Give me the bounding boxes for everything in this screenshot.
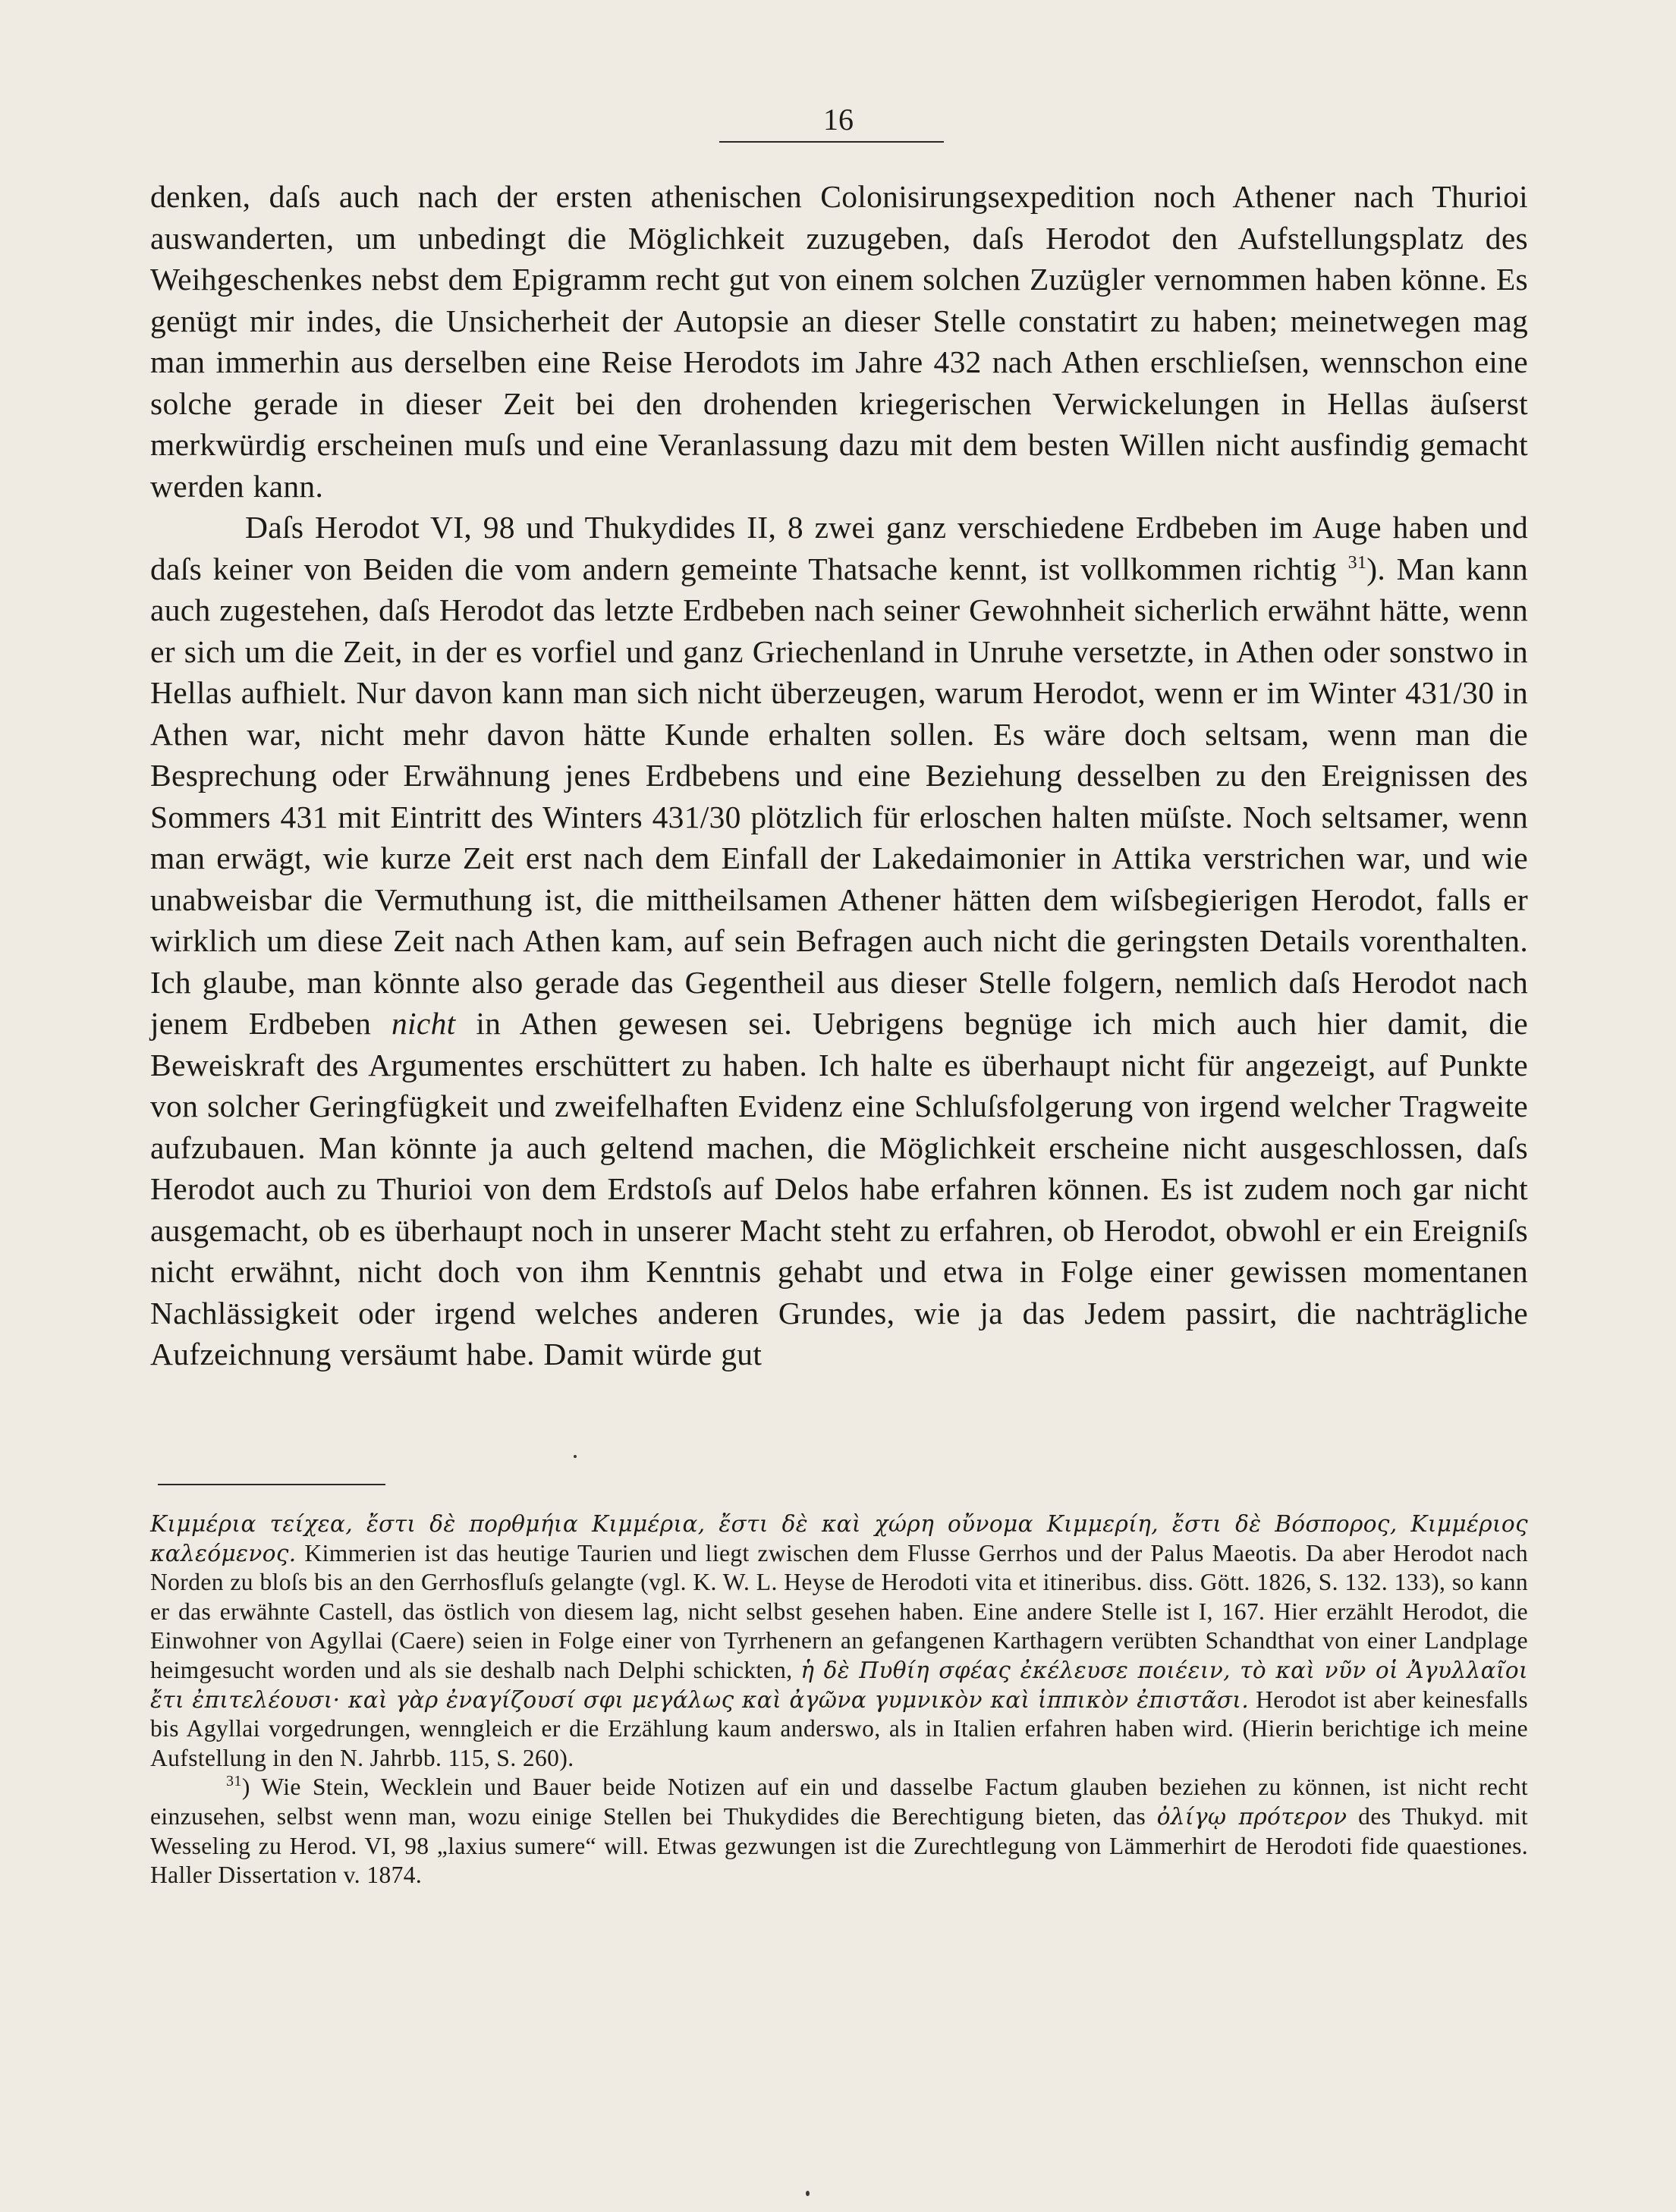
emphasis-nicht: nicht [391, 1006, 456, 1041]
paragraph-2-part-b: ). Man kann auch zugestehen, daſs Herodot das letzte Erdbeben nach seiner Gewohnheit sicherlich erwähnt hätte, wenn er sich um die Zeit, in der es vorfiel und ganz Griechenland in Unruhe versetzte, in Athen oder sonstwo in Hellas aufhielt. Nur davon kann man sich nicht überzeugen, warum Herodot, wenn er im Winter 431/30 in Athen war, nicht mehr davon hätte Kunde erhalten sollen. Es wäre doch seltsam, wenn man die Besprechung oder Erwähnung jenes Erdbebens und eine Beziehung desselben zu den Ereignissen des Sommers 431 mit Eintritt des Winters 431/30 plötzlich für erloschen halten müſste. Noch seltsamer, wenn man erwägt, wie kurze Zeit erst nach dem Einfall der Lakedaimonier in Attika verstrichen war, und wie unabweisbar die Vermuthung ist, die mittheilsamen Athener hätten dem wiſsbegierigen Herodot, falls er wirklich um diese Zeit nach Athen kam, auf sein Befragen auch nicht die geringsten Details vorenthalten. Ich glaube, man könnte also gerade das Gegentheil aus dieser Stelle folgern, nemlich daſs Herodot nach jenem Erdbeben [150, 551, 1528, 1041]
header-rule [719, 141, 944, 143]
paper-speck [574, 1455, 577, 1458]
paper-speck [806, 2191, 810, 2196]
footnotes [150, 1510, 1528, 1890]
footnote-31 [150, 1773, 1528, 1890]
paragraph-2 [150, 507, 1528, 1375]
footnote-31-number: 31 [226, 1773, 242, 1790]
greek-quote-kimmeria: Κιμμέρια τείχεα, ἔστι δὲ πορθμήια Κιμμέρια, ἔστι δὲ καὶ χώρη οὔνομα Κιμμερίη, ἔστι δὲ Βόσπορος, Κιμμέριος καλεόμενος. [150, 1511, 1528, 1566]
footnote-continued-text-2: Herodot ist aber keinesfalls bis Agyllai vorgedrungen, wenngleich er die Erzählung kaum anderswo, als in Italien erfahren haben wird. (Hierin berichtige ich meine Aufstellung in den N. Jahrbb. 115, S. 260). [150, 1686, 1528, 1771]
paragraph-2-part-c: in Athen gewesen sei. Uebrigens begnüge ich mich auch hier damit, die Beweiskraft des Argumentes erschüttert zu haben. Ich halte es überhaupt nicht für angezeigt, auf Punkte von solcher Geringfügkeit und zweifelhaften Evidenz eine Schluſsfolgerung von irgend welcher Tragweite aufzubauen. Man könnte ja auch geltend machen, die Möglichkeit erscheine nicht ausgeschlossen, daſs Herodot auch zu Thurioi von dem Erdstoſs auf Delos habe erfahren können. Es ist zudem noch gar nicht ausgemacht, ob es überhaupt noch in unserer Macht steht zu erfahren, ob Herodot, obwohl er ein Ereigniſs nicht erwähnt, nicht doch von ihm Kenntnis gehabt und etwa in Folge einer gewissen momentanen Nachlässigkeit oder irgend welches anderen Grundes, wie ja das Jedem passirt, die nachträgliche Aufzeichnung versäumt habe. Damit würde gut [150, 1006, 1528, 1372]
footnote-ref-31: 31 [1347, 552, 1367, 573]
paragraph-2-part-a: Daſs Herodot VI, 98 und Thukydides II, 8 zwei ganz verschiedene Erdbeben im Auge haben und daſs keiner von Beiden die vom andern gemeinte Thatsache kennt, ist vollkommen richtig [150, 510, 1528, 586]
footnote-rule [158, 1484, 385, 1485]
paragraph-1: denken, daſs auch nach der ersten athenischen Colonisirungsexpedition noch Athener nach Thurioi auswanderten, um unbedingt die Möglichkeit zuzugeben, daſs Herodot den Aufstellungsplatz des Weihgeschenkes nebst dem Epigramm recht gut von einem solchen Zuzügler vernommen haben könne. Es genügt mir indes, die Unsicherheit der Autopsie an dieser Stelle constatirt zu haben; meinetwegen mag man immerhin aus derselben eine Reise Herodots im Jahre 432 nach Athen erschlieſsen, wennschon eine solche gerade in dieser Zeit bei den drohenden kriegerischen Verwickelungen in Hellas äuſserst merkwürdig erscheinen muſs und eine Veranlassung dazu mit dem besten Willen nicht ausfindig gemacht werden kann. [150, 179, 1528, 504]
footnote-31-text-b: des Thukyd. mit Wesseling zu Herod. VI, 98 „laxius sumere“ will. Etwas gezwungen ist die Zurechtlegung von Lämmerhirt de Herodoti fide quaestiones. Haller Dissertation v. 1874. [150, 1802, 1528, 1889]
footnote-continued [150, 1510, 1528, 1773]
footnote-31-text-a: ) Wie Stein, Wecklein und Bauer beide Notizen auf ein und dasselbe Factum glauben beziehen zu können, ist nicht recht einzusehen, selbst wenn man, wozu einige Stellen bei Thukydides die Berechtigung bieten, das [150, 1774, 1528, 1830]
greek-quote-pythie: ἡ δὲ Πυθίη σφέας ἐκέλευσε ποιέειν, τὸ καὶ νῦν οἱ Ἀγυλλαῖοι ἔτι ἐπιτελέουσι· καὶ γὰρ ἐναγίζουσί σφι μεγάλως καὶ ἀγῶνα γυμνικὸν καὶ ἱππικὸν ἐπιστᾶσι. [150, 1657, 1528, 1713]
page-number: 16 [823, 102, 854, 137]
greek-quote-oligo: ὀλίγῳ πρότερον [1156, 1803, 1347, 1830]
footnote-continued-text-1: Kimmerien ist das heutige Taurien und liegt zwischen dem Flusse Gerrhos und der Palus Maeotis. Da aber Herodot nach Norden zu bloſs bis an den Gerrhosfluſs gelangte (vgl. K. W. L. Heyse de Herodoti vita et itineribus. diss. Gött. 1826, S. 132. 133), so kann er das erwähnte Castell, das östlich von diesem lag, nicht selbst gesehen haben. Eine andere Stelle ist I, 167. Hier erzählt Herodot, die Einwohner von Agyllai (Caere) seien in Folge einer von Tyrrhenern an gefangenen Karthagern verübten Schandthat von einer Landplage heimgesucht worden und als sie deshalb nach Delphi schickten, [150, 1539, 1528, 1683]
main-text [150, 176, 1528, 1375]
